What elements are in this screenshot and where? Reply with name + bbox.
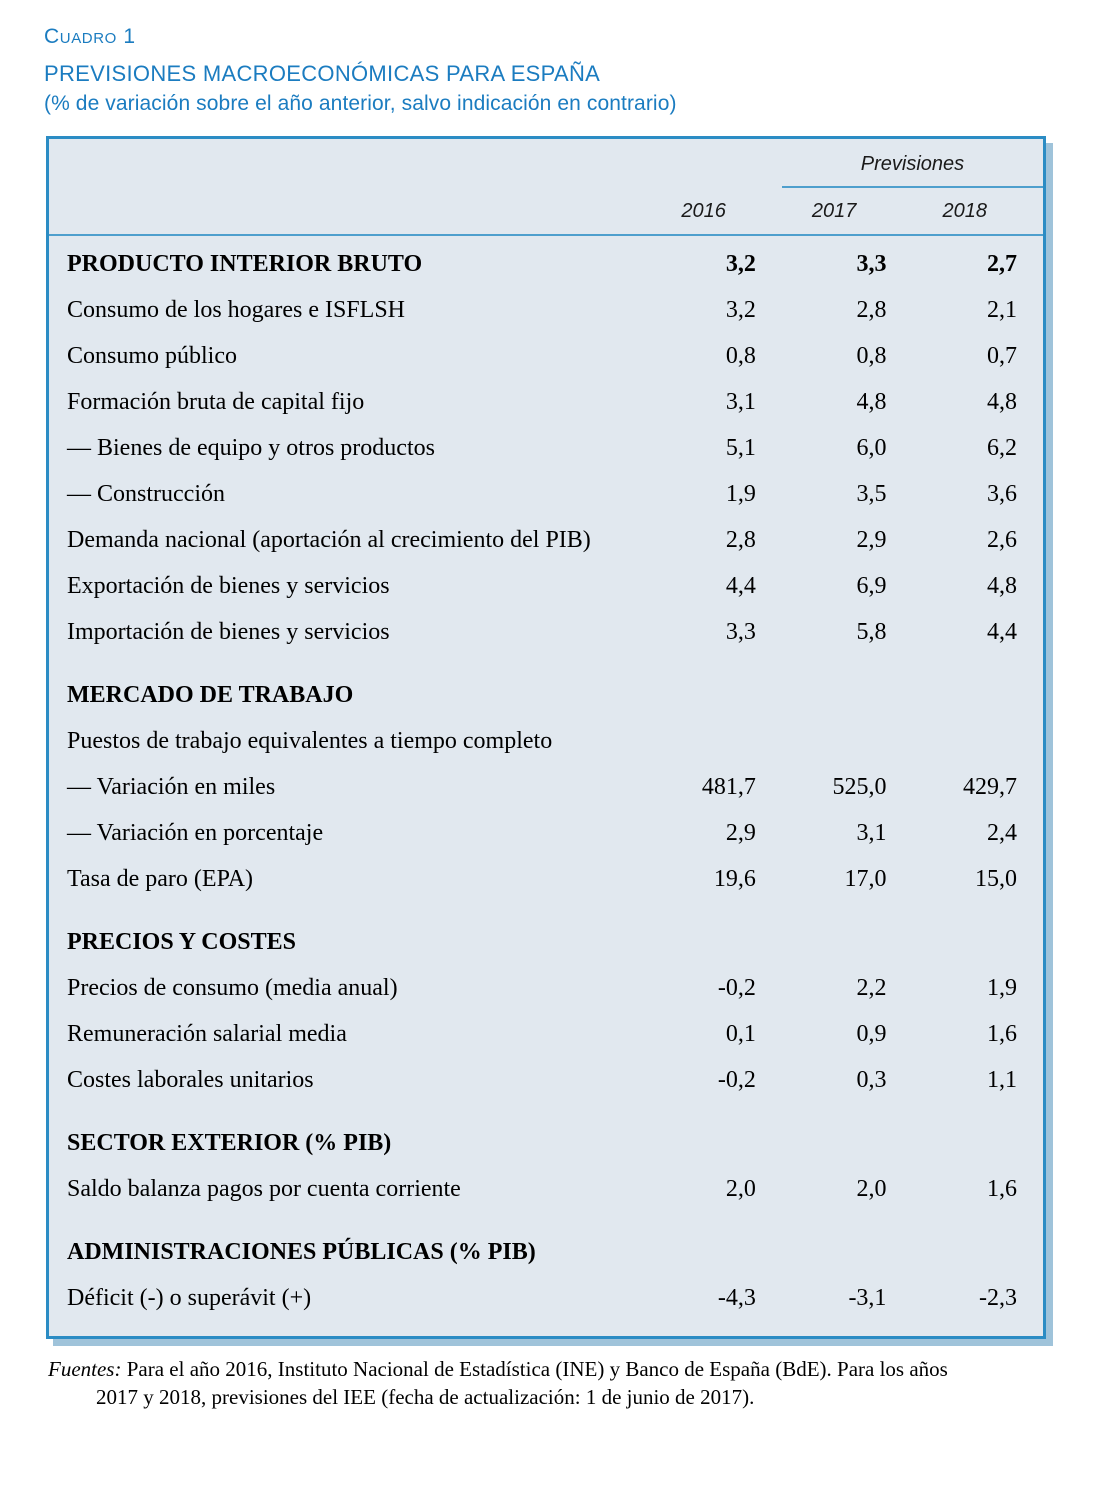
section-header-label: ADMINISTRACIONES PÚBLICAS (% PIB) — [67, 1239, 536, 1266]
row-value-2017: 6,0 — [856, 435, 887, 462]
row-label: — Variación en miles — [67, 774, 276, 801]
row-value-2016: 19,6 — [713, 866, 756, 893]
row-label: PRODUCTO INTERIOR BRUTO — [67, 251, 423, 278]
page-header — [0, 0, 1100, 117]
row-label: Exportación de bienes y servicios — [67, 573, 390, 600]
row-value-2018: 4,4 — [987, 619, 1017, 646]
table-row — [49, 1011, 1043, 1057]
section-header-label: SECTOR EXTERIOR (% PIB) — [67, 1130, 392, 1157]
row-label: Formación bruta de capital fijo — [67, 389, 365, 416]
table-row — [49, 1212, 1043, 1275]
row-value-2016 — [651, 902, 782, 965]
row-value-2018: 1,6 — [987, 1176, 1017, 1203]
row-value-2018: 3,6 — [987, 481, 1017, 508]
row-value-2016: 3,2 — [725, 297, 756, 324]
row-label: Tasa de paro (EPA) — [67, 866, 254, 893]
table-row — [49, 425, 1043, 471]
column-header-2016: 2016 — [651, 187, 782, 235]
row-value-2016: 1,9 — [725, 481, 756, 508]
row-label: Saldo balanza pagos por cuenta corriente — [67, 1176, 461, 1203]
row-label: Importación de bienes y servicios — [67, 619, 390, 646]
row-value-2017: 0,9 — [856, 1021, 887, 1048]
row-value-2018: -2,3 — [979, 1285, 1017, 1312]
row-label: Consumo de los hogares e ISFLSH — [67, 297, 405, 324]
row-value-2018: 2,1 — [987, 297, 1017, 324]
row-value-2017: 4,8 — [856, 389, 887, 416]
source-note-text-2: 2017 y 2018, previsiones del IEE (fecha de actualización: 1 de junio de 2017). — [96, 1384, 755, 1409]
row-value-2018: 1,6 — [987, 1021, 1017, 1048]
row-value-2016: -4,3 — [717, 1285, 756, 1312]
page-subtitle: (% de variación sobre el año anterior, salvo indicación en contrario) — [44, 91, 677, 115]
column-header-2018: 2018 — [912, 187, 1043, 235]
table-row — [49, 379, 1043, 425]
row-value-2017: 0,8 — [856, 343, 887, 370]
table-body — [49, 235, 1043, 1336]
table-row — [49, 810, 1043, 856]
row-value-2018: 2,4 — [987, 820, 1017, 847]
page-title: PREVISIONES MACROECONÓMICAS PARA ESPAÑA — [44, 61, 601, 86]
table-row — [49, 902, 1043, 965]
row-value-2017: 2,8 — [856, 297, 887, 324]
row-value-2018: 1,1 — [987, 1067, 1017, 1094]
forecast-table — [49, 139, 1043, 1336]
column-header-blank — [49, 187, 651, 235]
row-value-2016: 3,1 — [725, 389, 756, 416]
row-value-2018: 2,7 — [987, 251, 1017, 278]
row-value-2017: 3,1 — [856, 820, 887, 847]
row-value-2017 — [782, 718, 913, 764]
section-header-label: MERCADO DE TRABAJO — [67, 682, 354, 709]
row-value-2017: 5,8 — [856, 619, 887, 646]
row-value-2016 — [651, 718, 782, 764]
row-value-2016: 3,3 — [725, 619, 756, 646]
row-value-2017: -3,1 — [848, 1285, 887, 1312]
source-note-label: Fuentes: — [48, 1357, 122, 1382]
row-value-2017 — [782, 1212, 913, 1275]
table-row — [49, 235, 1043, 287]
span-header-empty-2016 — [651, 139, 782, 187]
row-label: Déficit (-) o superávit (+) — [67, 1285, 312, 1312]
row-value-2017: 2,0 — [856, 1176, 887, 1203]
row-value-2016: -0,2 — [717, 975, 756, 1002]
row-label: — Bienes de equipo y otros productos — [67, 435, 435, 462]
row-value-2018: 0,7 — [987, 343, 1017, 370]
row-value-2018 — [912, 1103, 1043, 1166]
table-row — [49, 1166, 1043, 1212]
table-row — [49, 764, 1043, 810]
row-value-2018: 6,2 — [987, 435, 1017, 462]
row-value-2017 — [782, 1103, 913, 1166]
row-value-2016: 0,8 — [725, 343, 756, 370]
table-row — [49, 1275, 1043, 1336]
row-value-2017: 17,0 — [844, 866, 887, 893]
row-label: — Construcción — [67, 481, 225, 508]
row-label: Remuneración salarial media — [67, 1021, 347, 1048]
row-value-2018: 4,8 — [987, 573, 1017, 600]
row-value-2017: 2,2 — [856, 975, 887, 1002]
row-label: Costes laborales unitarios — [67, 1067, 314, 1094]
row-label: — Variación en porcentaje — [67, 820, 324, 847]
row-value-2016: 4,4 — [725, 573, 756, 600]
span-header-empty-label — [49, 139, 651, 187]
row-value-2017: 2,9 — [856, 527, 887, 554]
table-row — [49, 1103, 1043, 1166]
forecast-span-header: Previsiones — [782, 139, 1043, 187]
row-value-2018: 1,9 — [987, 975, 1017, 1002]
table-container — [46, 136, 1046, 1339]
row-value-2016 — [651, 1103, 782, 1166]
table-row — [49, 1057, 1043, 1103]
row-value-2017 — [782, 655, 913, 718]
row-value-2017 — [782, 902, 913, 965]
row-value-2016 — [651, 1212, 782, 1275]
row-value-2016: 5,1 — [725, 435, 756, 462]
row-value-2016: 0,1 — [725, 1021, 756, 1048]
source-note — [48, 1356, 1058, 1411]
row-value-2016: 2,0 — [725, 1176, 756, 1203]
row-value-2018 — [912, 655, 1043, 718]
row-label: Precios de consumo (media anual) — [67, 975, 398, 1002]
row-value-2018: 4,8 — [987, 389, 1017, 416]
row-value-2017: 0,3 — [856, 1067, 887, 1094]
table-row — [49, 965, 1043, 1011]
source-note-text-1: Para el año 2016, Instituto Nacional de Estadística (INE) y Banco de España (BdE). Para los años — [121, 1357, 948, 1382]
table-frame — [46, 136, 1046, 1339]
row-value-2018: 15,0 — [975, 866, 1017, 893]
table-row — [49, 563, 1043, 609]
row-value-2018 — [912, 902, 1043, 965]
row-value-2018: 429,7 — [963, 774, 1017, 801]
row-label: Puestos de trabajo equivalentes a tiempo completo — [67, 728, 553, 755]
row-value-2018 — [912, 1212, 1043, 1275]
row-value-2017: 6,9 — [856, 573, 887, 600]
row-value-2016: 2,8 — [725, 527, 756, 554]
row-value-2016: 3,2 — [725, 251, 756, 278]
table-span-header-row — [49, 139, 1043, 187]
table-row — [49, 517, 1043, 563]
row-value-2016 — [651, 655, 782, 718]
row-value-2018: 2,6 — [987, 527, 1017, 554]
row-value-2016: 481,7 — [701, 774, 756, 801]
source-note-line-1 — [48, 1357, 948, 1381]
row-value-2016: 2,9 — [725, 820, 756, 847]
section-header-label: PRECIOS Y COSTES — [67, 929, 296, 956]
row-value-2016: -0,2 — [717, 1067, 756, 1094]
row-value-2017: 525,0 — [832, 774, 887, 801]
row-value-2017: 3,3 — [856, 251, 887, 278]
row-value-2017: 3,5 — [856, 481, 887, 508]
table-column-header-row — [49, 187, 1043, 235]
table-row — [49, 856, 1043, 902]
table-row — [49, 471, 1043, 517]
table-row — [49, 333, 1043, 379]
table-number-kicker: Cuadro 1 — [44, 25, 136, 48]
row-label: Consumo público — [67, 343, 238, 370]
column-header-2017: 2017 — [782, 187, 913, 235]
table-row — [49, 718, 1043, 764]
row-label: Demanda nacional (aportación al crecimiento del PIB) — [67, 527, 591, 554]
table-row — [49, 609, 1043, 655]
table-head — [49, 139, 1043, 235]
table-row — [49, 287, 1043, 333]
table-row — [49, 655, 1043, 718]
row-value-2018 — [912, 718, 1043, 764]
